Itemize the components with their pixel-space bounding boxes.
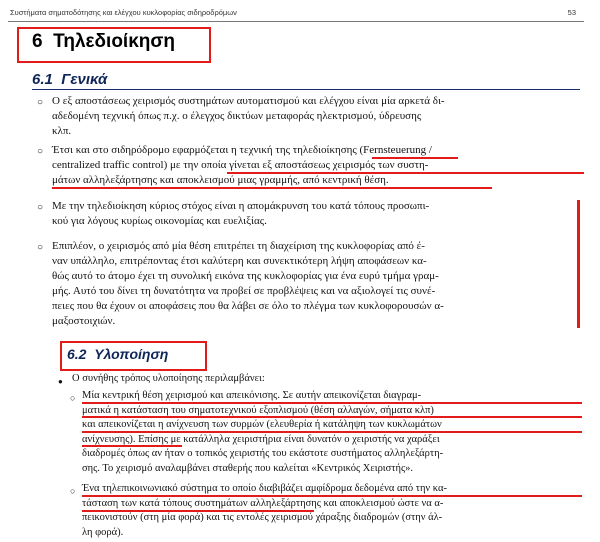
bullet: ○ — [37, 146, 44, 157]
underline-mark — [82, 445, 182, 447]
underline-mark — [82, 416, 582, 418]
text-line: ανίχνευσης). Επίσης με κατάλληλα χειριστήρια είναι δυνατόν ο χειριστής να χαράξει — [82, 433, 440, 445]
chapter-title — [32, 31, 175, 53]
text-line: Ένα τηλεπικοινωνιακό σύστημα το οποίο διαβιβάζει αμφίδρομα δεδομένα από την κα- — [82, 483, 448, 494]
header-rule — [8, 21, 584, 22]
section-rule — [32, 89, 580, 90]
bullet: ○ — [37, 242, 44, 253]
running-header-title: Συστήματα σηματοδότησης και ελέγχου κυκλοφορίας σιδηροδρόμων — [10, 8, 237, 17]
list-intro: Ο συνήθης τρόπος υλοποίησης περιλαμβάνει: — [72, 373, 265, 384]
bullet: ● — [58, 377, 63, 386]
section-name: Γενικά — [61, 71, 108, 88]
text-line: Με την τηλεδιοίκηση κύριος στόχος είναι η απομάκρυνση του κατά τόπους προσωπι- — [52, 200, 430, 212]
text-line: και απεικονίζεται η ανίχνευση των συρμών (ελευθερία ή κατάληψη των κυκλωμάτων — [82, 419, 442, 430]
page-number: 53 — [567, 8, 576, 17]
paragraph — [52, 143, 592, 188]
page-header — [8, 8, 592, 19]
text-line: σης. Το χειρισμό αναλαμβάνει σταθερής που καλείται «Κεντρικός Χειριστής». — [82, 462, 414, 474]
underline-mark — [227, 172, 584, 174]
chapter-name: Τηλεδιοίκηση — [53, 31, 176, 52]
text-line: αδεδομένη τεχνική όπως π.χ. ο έλεγχος δικτύων μεταφοράς ηλεκτρισμού, ύδρευσης — [52, 110, 422, 122]
chapter-number: 6 — [32, 31, 43, 52]
text-line: centralized traffic control) με την οποία γίνεται εξ αποστάσεως χειρισμός των συστη- — [52, 159, 429, 171]
text-line: κλπ. — [52, 125, 72, 137]
underline-mark — [82, 431, 582, 433]
text-line: μής. Αυτό του δίνει τη δυνατότητα να προβεί σε προβλέψεις και να αξιολογεί τις συνέ- — [52, 285, 436, 297]
sub-bullet: ○ — [70, 393, 76, 403]
bullet: ○ — [37, 97, 44, 108]
text-line: Ο εξ αποστάσεως χειρισμός συστημάτων αυτοματισμού και ελέγχου είναι μία αρκετά δι- — [52, 95, 445, 107]
underline-mark — [52, 187, 492, 189]
text-line: Έτσι και στο σιδηρόδρομο εφαρμόζεται η τεχνική της τηλεδιοίκησης (Fernsteuerung / — [52, 144, 432, 156]
paragraph — [52, 199, 592, 229]
underline-mark — [82, 402, 582, 404]
underline-mark — [372, 157, 458, 159]
text-line: τάσταση των κατά τόπους συστημάτων αλληλεξάρτησης και αποκλεισμού ώστε να α- — [82, 497, 444, 509]
text-line: Μία κεντρική θέση χειρισμού και απεικόνισης. Σε αυτήν απεικονίζεται διαγραμ- — [82, 390, 422, 401]
text-line: Επιπλέον, ο χειρισμός από μία θέση επιτρέπει τη διαχείριση της κυκλοφορίας από έ- — [52, 240, 425, 252]
bullet: ○ — [37, 202, 44, 213]
text-line: λη φορά). — [82, 526, 124, 538]
paragraph — [52, 94, 592, 139]
section-number: 6.2 — [67, 346, 87, 362]
section-title-6-1 — [32, 71, 107, 88]
paragraph — [52, 239, 592, 329]
text-line: θώς αυτό το άτομο έχει τη συνολική εικόνα της κυκλοφορίας για ένα ευρύ τμήμα γραμ- — [52, 270, 439, 282]
sub-bullet: ○ — [70, 486, 76, 496]
underline-mark — [82, 495, 582, 497]
text-line: διαδρομές όπως αν ήταν ο τοπικός χειριστής του εκάστοτε συστήματος αλληλεξάρτη- — [82, 448, 444, 459]
text-line: μαξοστοιχιών. — [52, 315, 116, 327]
text-line: πεικονιστούν (στη μία φορά) και τις εντολές χειρισμού χάραξης διαδρομών (στην άλ- — [82, 512, 443, 523]
section-number: 6.1 — [32, 71, 53, 88]
text-line: πειες που θα έχουν οι αποφάσεις που θα λάβει σε όλο το πλέγμα των κυκλοφορουσών α- — [52, 300, 444, 312]
section-name: Υλοποίηση — [94, 346, 169, 362]
text-line: μάτων αλληλεξάρτησης και αποκλεισμού μιας γραμμής, από κεντρική θέση. — [52, 174, 389, 186]
underline-mark — [82, 510, 314, 512]
text-line: κού για λόγους κυρίως οικονομίας και ευελιξίας. — [52, 215, 267, 227]
section-title-6-2 — [67, 346, 168, 362]
text-line: ματικά η κατάσταση του σηματοτεχνικού εξοπλισμού (θέση αλλαγών, σήματα κλπ) — [82, 404, 434, 416]
text-line: ναν υπάλληλο, επιτρέποντας έτσι καλύτερη και συνεκτικότερη λήψη αποφάσεων κα- — [52, 255, 427, 267]
